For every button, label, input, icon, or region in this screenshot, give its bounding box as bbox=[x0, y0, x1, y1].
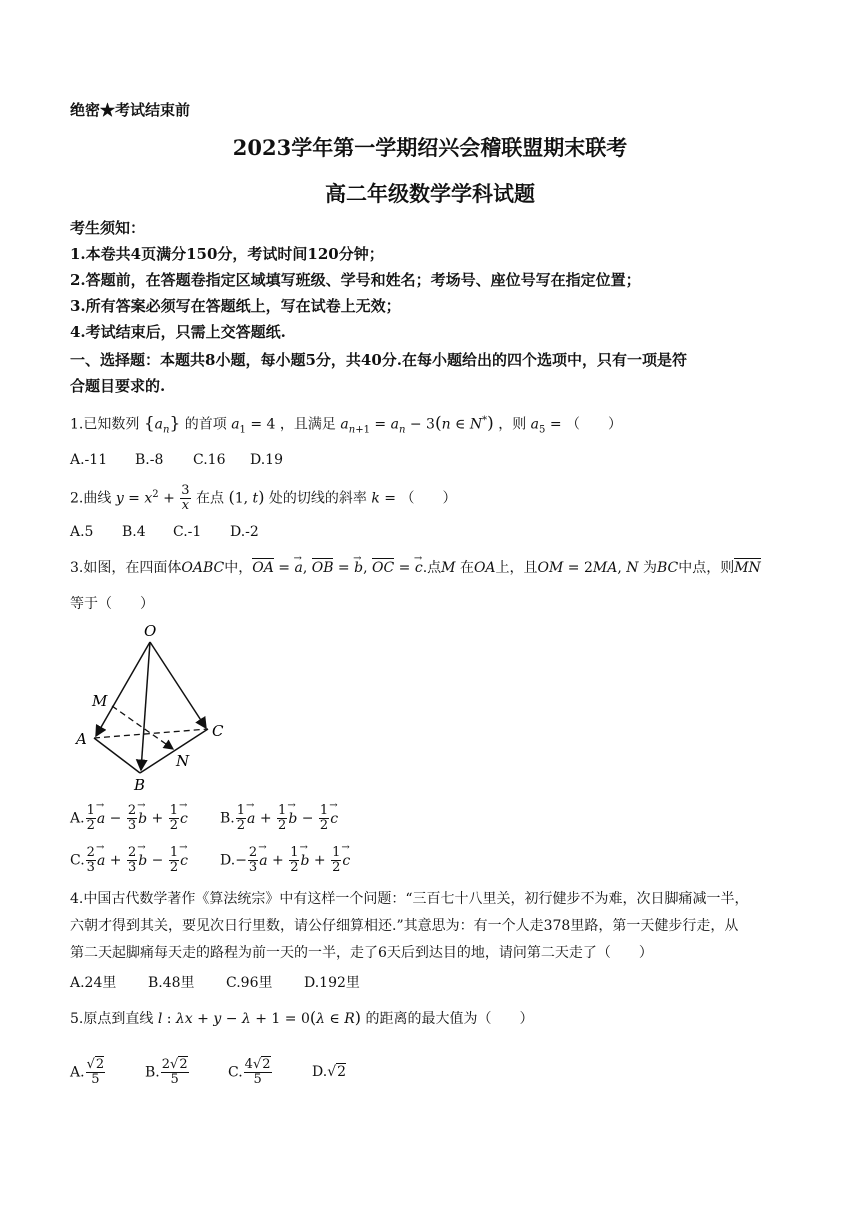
question-3-cont: 等于（ ） bbox=[70, 596, 154, 612]
vertex-label-o: O bbox=[144, 622, 157, 640]
section-heading-cont: 合题目要求的. bbox=[70, 377, 166, 395]
vertex-label-m: M bbox=[92, 692, 108, 710]
q5-option-b: B. $\frac{2√2}{5}$ bbox=[145, 1057, 188, 1087]
q1-option-b: B.-8 bbox=[135, 452, 164, 468]
instruction-item: 2.答题前，在答题卷指定区域填写班级、学号和姓名；考场号、座位号写在指定位置； bbox=[70, 271, 641, 289]
question-5: 5.原点到直线 l : λx + y − λ + 1 = 0(λ ∈ R) 的距离的最大值为（ ） bbox=[70, 1008, 534, 1027]
q2-option-c: C.-1 bbox=[173, 524, 202, 540]
question-1: 1.已知数列 $\{a_n\}$ 的首项 $a_1 = 4$ ，且满足 $a_{n+1} = a_n - 3(n$ ∈ N*) ，则 $a_5$ = （ ） bbox=[70, 413, 623, 436]
q3-option-c: C. $\frac{2}{3}$ → a + $\frac{2}{3}$ → b − $\frac{1}{2}$ → c bbox=[70, 846, 188, 875]
question-4: 4.中国古代数学著作《算法统宗》中有这样一个问题：“三百七十八里关，初行健步不为难，次日脚痛减一半， bbox=[70, 891, 749, 907]
q3-option-a: A. $\frac{1}{2}$ → a − $\frac{2}{3}$ → b + $\frac{1}{2}$ → c bbox=[70, 804, 188, 833]
q3-option-d: D.− $\frac{2}{3}$ → a + $\frac{1}{2}$ → b + $\frac{1}{2}$ → c bbox=[220, 846, 350, 875]
tetrahedron-figure bbox=[70, 620, 240, 795]
exam-subtitle: 高二年级数学学科试题 bbox=[325, 181, 535, 206]
question-3: 3.如图，在四面体OABC中，OA = → a, OB = → b, OC = → c.点M 在OA上，且OM = 2MA, N 为BC中点，则MN bbox=[70, 558, 761, 578]
q4-option-c: C.96里 bbox=[226, 975, 273, 991]
question-4-cont: 六朝才得到其关，要见次日行里数，请公仔细算相还.”其意思为：有一个人走378里路，第一天健步行走，从 bbox=[70, 918, 739, 934]
vertex-label-n: N bbox=[176, 752, 190, 770]
q4-option-a: A.24里 bbox=[70, 975, 117, 991]
q5-option-d: D.√2 bbox=[312, 1064, 347, 1080]
q5-option-c: C. $\frac{4√2}{5}$ bbox=[228, 1057, 271, 1087]
question-4-cont: 第二天起脚痛每天走的路程为前一天的一半，走了6天后到达目的地，请问第二天走了（ ） bbox=[70, 945, 653, 961]
q1-option-c: C.16 bbox=[193, 452, 226, 468]
q5-option-a: A. $\frac{√2}{5}$ bbox=[70, 1057, 105, 1087]
vertex-label-b: B bbox=[134, 776, 146, 794]
q3-option-b: B. $\frac{1}{2}$ → a + $\frac{1}{2}$ → b − $\frac{1}{2}$ → c bbox=[220, 804, 338, 833]
question-2: 2.曲线 $y = x^2$ + $\frac{3}{x}$ 在点 (1, t) 处的切线的斜率 k = （ ） bbox=[70, 483, 457, 513]
q2-option-a: A.5 bbox=[70, 524, 94, 540]
q2-option-b: B.4 bbox=[122, 524, 146, 540]
vertex-label-a: A bbox=[76, 730, 87, 748]
q1-option-a: A.-11 bbox=[70, 452, 108, 468]
instruction-item: 4.考试结束后，只需上交答题纸. bbox=[70, 323, 286, 341]
section-heading: 一、选择题：本题共8小题，每小题5分，共40分.在每小题给出的四个选项中，只有一项是符 bbox=[70, 351, 687, 369]
vertex-label-c: C bbox=[212, 722, 224, 740]
instruction-item: 3.所有答案必须写在答题纸上，写在试卷上无效； bbox=[70, 297, 401, 315]
q2-option-d: D.-2 bbox=[230, 524, 259, 540]
instruction-item: 1.本卷共4页满分150分，考试时间120分钟； bbox=[70, 245, 384, 263]
q1-option-d: D.19 bbox=[250, 452, 283, 468]
confidential-label: 绝密★考试结束前 bbox=[70, 101, 191, 119]
q4-option-b: B.48里 bbox=[148, 975, 195, 991]
q4-option-d: D.192里 bbox=[304, 975, 360, 991]
instructions-heading: 考生须知： bbox=[70, 219, 146, 237]
exam-title: 2023学年第一学期绍兴会稽联盟期末联考 bbox=[232, 135, 628, 160]
